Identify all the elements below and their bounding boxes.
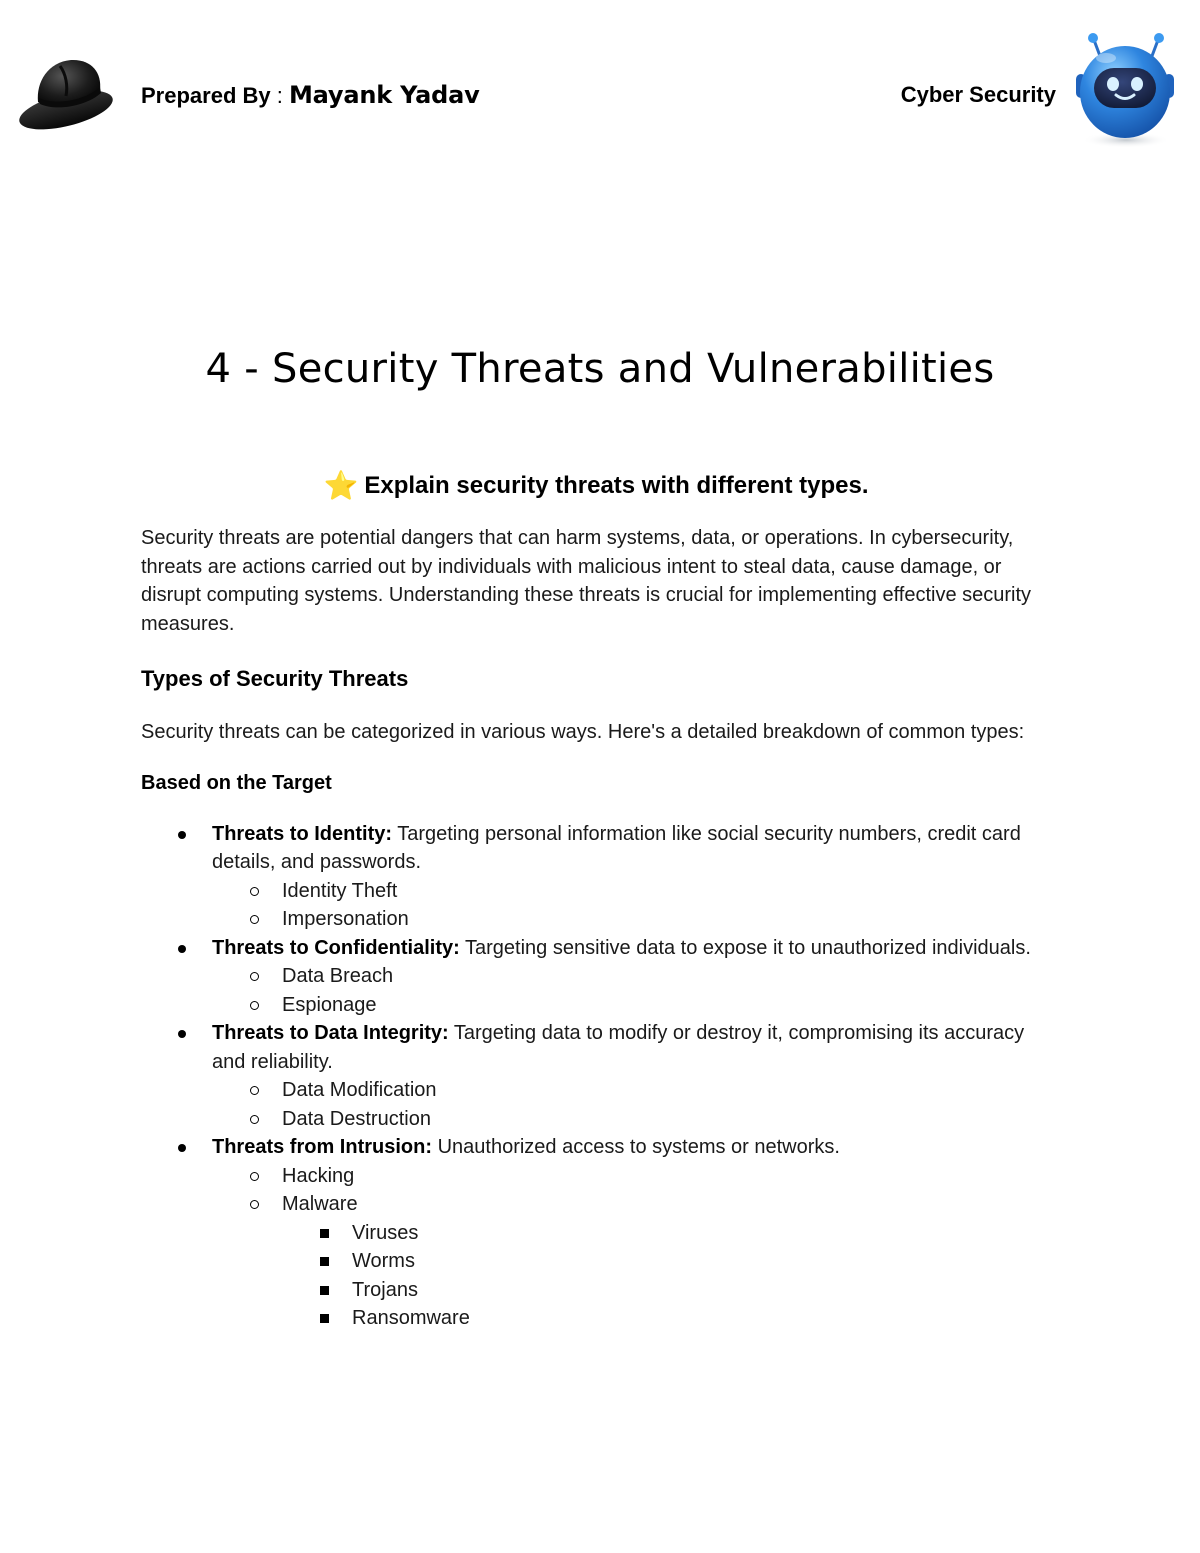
bullet-square-icon [320, 1314, 329, 1323]
fedora-hat-icon [16, 52, 122, 132]
list-item [141, 934, 1051, 1020]
types-lead-paragraph: Security threats can be categorized in various ways. Here's a detailed breakdown of common types: [141, 721, 1025, 743]
threat-desc: Targeting personal information like social security numbers, credit card details, and passwords. [212, 822, 1021, 873]
bullet-disc-icon [178, 945, 186, 953]
sub-list [212, 877, 1051, 934]
types-heading: Types of Security Threats [141, 666, 409, 691]
question-text: Explain security threats with different types. [364, 472, 869, 499]
sub-list [212, 962, 1051, 1019]
malware-text: Trojans [352, 1278, 418, 1301]
bullet-circle-icon [250, 1001, 259, 1010]
question-heading [111, 470, 1081, 502]
malware-list [282, 1219, 1051, 1333]
sub-list-item [212, 1105, 1051, 1134]
bullet-circle-icon [250, 1172, 259, 1181]
threat-title: Threats to Confidentiality: [212, 936, 460, 959]
page-title: 4 - Security Threats and Vulnerabilities [205, 346, 995, 392]
document-body [141, 470, 1051, 1333]
sub-item-text: Hacking [282, 1164, 355, 1187]
target-heading: Based on the Target [141, 771, 332, 794]
bullet-disc-icon [178, 831, 186, 839]
sub-item-text: Data Modification [282, 1079, 437, 1101]
list-item [141, 1133, 1051, 1333]
sub-list-item [212, 1190, 1051, 1333]
bullet-circle-icon [250, 1115, 259, 1124]
bullet-disc-icon [178, 1144, 186, 1152]
threat-list [141, 820, 1051, 1333]
sub-list [212, 1162, 1051, 1333]
list-item [141, 1019, 1051, 1133]
malware-item [282, 1219, 1051, 1248]
bullet-circle-icon [250, 1086, 259, 1095]
intro-paragraph: Security threats are potential dangers that can harm systems, data, or operations. In cybersecurity, threats are actions carried out by individuals with malicious intent to steal data, cause damage, or disrupt computing systems. Understanding these threats is crucial for implementing effective security measures. [141, 527, 1032, 635]
sub-list-item [212, 1076, 1051, 1105]
sub-item-text: Impersonation [282, 908, 409, 930]
malware-text: Viruses [352, 1221, 419, 1244]
prepared-by-label: Prepared By [141, 83, 271, 108]
sub-list-item [212, 905, 1051, 934]
threat-desc: Unauthorized access to systems or networks. [432, 1136, 840, 1158]
bullet-circle-icon [250, 1200, 259, 1209]
sub-list-item [212, 1162, 1051, 1191]
threat-desc: Targeting sensitive data to expose it to unauthorized individuals. [459, 936, 1031, 959]
threat-title: Threats to Data Integrity: [212, 1022, 449, 1044]
malware-text: Ransomware [352, 1307, 470, 1329]
list-item [141, 820, 1051, 934]
sub-list-item [212, 962, 1051, 991]
malware-item [282, 1276, 1051, 1305]
subject-label: Cyber Security [900, 82, 1056, 107]
bullet-square-icon [320, 1286, 329, 1295]
bullet-circle-icon [250, 887, 259, 896]
bullet-circle-icon [250, 915, 259, 924]
prepared-by-separator: : [270, 83, 289, 108]
malware-text: Worms [352, 1250, 415, 1272]
sub-list [212, 1076, 1051, 1133]
bullet-square-icon [320, 1229, 329, 1238]
sub-item-text: Espionage [282, 993, 377, 1016]
prepared-by [141, 80, 480, 111]
blue-robot-icon [1066, 28, 1184, 150]
bullet-square-icon [320, 1257, 329, 1266]
sub-item-text: Data Destruction [282, 1107, 431, 1130]
threat-title: Threats to Identity: [212, 822, 393, 845]
malware-item [282, 1304, 1051, 1333]
malware-item [282, 1247, 1051, 1276]
star-icon: ⭐ [323, 470, 359, 501]
threat-title: Threats from Intrusion: [212, 1136, 433, 1158]
sub-list-item [212, 877, 1051, 906]
sub-item-text: Malware [282, 1193, 358, 1215]
author-name: Mayank Yadav [288, 81, 480, 109]
bullet-disc-icon [178, 1030, 186, 1038]
sub-item-text: Identity Theft [282, 879, 398, 902]
bullet-circle-icon [250, 972, 259, 981]
sub-list-item [212, 991, 1051, 1020]
sub-item-text: Data Breach [282, 965, 394, 987]
threat-desc: Targeting data to modify or destroy it, compromising its accuracy and reliability. [212, 1022, 1025, 1073]
